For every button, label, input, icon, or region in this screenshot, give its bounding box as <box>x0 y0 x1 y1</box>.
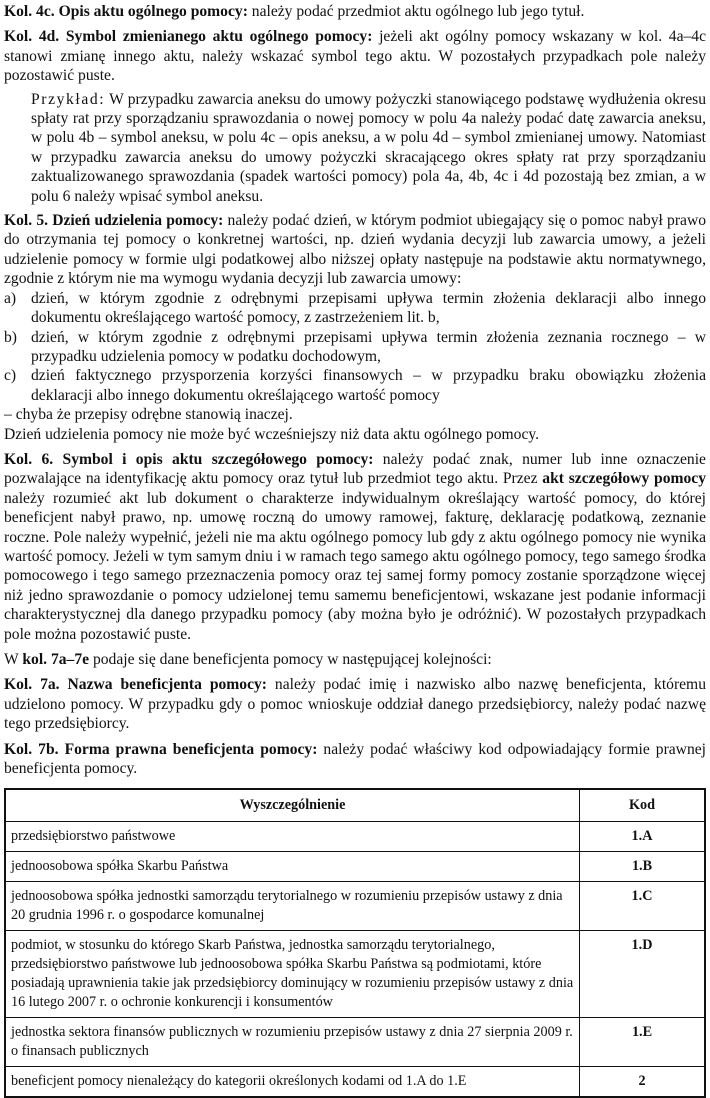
table-row <box>5 822 705 852</box>
section-text: jeżeli akt ogólny pomocy wskazany w kol. 4a–4c stanowi zmianę innego aktu, należy wskazać symbol tego aktu. W pozostałych przypadkach pole należy pozostawić puste. <box>4 28 707 85</box>
section-kol-7b <box>4 740 706 779</box>
row-code: 1.A <box>580 822 706 852</box>
example-label: Przykład: <box>31 90 106 108</box>
section-heading: Kol. 5. Dzień udzielenia pomocy: <box>4 212 224 230</box>
table-row <box>5 882 705 931</box>
bold-term: akt szczegółowy pomocy <box>542 470 706 488</box>
section-note: Dzień udzielenia pomocy nie może być wcześniejszy niż data aktu ogólnego pomocy. <box>4 425 540 443</box>
section-heading: Kol. 7a. Nazwa beneficjenta pomocy: <box>4 676 267 694</box>
section-kol-7-intro <box>4 650 706 669</box>
section-text: należy podać dzień, w którym podmiot ubiegający się o pomoc nabył prawo do otrzymania tej pomocy o konkretnej wartości, np. dzień wydania decyzji lub zawarcia umowy, a jeżeli udzielenie pomocy w formie ulgi podatkowej albo niższej opłaty następuje na podstawie aktu normatywnego, zgodnie z którym nie ma wymogu wydania decyzji lub zawarcia umowy: <box>4 212 706 288</box>
section-text: należy podać właściwy kod odpowiadający formie prawnej beneficjenta pomocy. <box>4 740 706 778</box>
section-kol-4d <box>4 27 706 85</box>
row-code: 1.E <box>580 1018 706 1067</box>
example-text: W przypadku zawarcia aneksu do umowy pożyczki stanowiącego podstawę wydłużenia okresu spłaty rat przy sporządzaniu sprawozdania o nowej pomocy w polu 4a należy podać datę zawarcia aneksu, w polu 4b – symbol aneksu, w polu 4c – opis aneksu, a w polu 4d – symbol zmienianej umowy. Natomiast w przypadku zawarcia aneksu do umowy pożyczki skracającego okres spłaty rat przy sporządzaniu zaktualizowanego sprawozdania (spadek wartości pomocy) pola 4a, 4b, 4c i 4d pozostają bez zmian, a w polu 6 należy wpisać symbol aneksu. <box>31 90 706 205</box>
row-code: 2 <box>580 1067 706 1098</box>
list-item-label: a) <box>4 289 17 307</box>
list-item-label: c) <box>4 367 17 385</box>
section-heading: Kol. 7b. Forma prawna beneficjenta pomocy: <box>4 740 318 758</box>
table-row <box>5 852 705 882</box>
section-text: należy podać znak, numer lub inne oznaczenie pozwalające na identyfikację aktu pomocy oraz tytuł lub przedmiot tego aktu. Przez <box>4 450 706 488</box>
section-heading: Kol. 4d. Symbol zmienianego aktu ogólnego pomocy: <box>4 28 373 46</box>
row-code: 1.D <box>580 931 706 1018</box>
row-description: jednoosobowa spółka jednostki samorządu terytorialnego w rozumieniu przepisów ustawy z dnia 20 grudnia 1996 r. o gospodarce komunalnej <box>5 882 580 931</box>
section-kol-5 <box>4 211 706 444</box>
row-description: podmiot, w stosunku do którego Skarb Państwa, jednostka samorządu terytorialnego, przedsiębiorstwo państwowe lub jednoosobowa spółka Skarbu Państwa są podmiotami, które posiadają uprawnienia takie jak przedsiębiorcy dominujący w rozumieniu przepisów ustawy z dnia 16 lutego 2007 r. o ochronie konkurencji i konsumentów <box>5 931 580 1018</box>
list-item <box>4 328 706 367</box>
condition-list <box>4 289 706 405</box>
list-item <box>4 289 706 328</box>
legal-form-code-table <box>4 788 706 1098</box>
column-header-description: Wyszczególnienie <box>5 789 580 822</box>
section-text: należy rozumieć akt lub dokument o charakterze indywidualnym określający wartość pomocy, do której beneficjent nabył prawo, np. umowę roczną do umowy ramowej, fakturę, deklarację podatkową, zeznanie roczne. Pole należy wypełnić, jeżeli nie ma aktu ogólnego pomocy lub gdy z aktu ogólnego pomocy nie wynika wartość pomocy. Jeżeli w tym samym dniu i w ramach tego samego aktu ogólnego pomocy, tego samego środka pomocowego i tego samego przeznaczenia pomocy oraz tej samej formy pomocy zostanie sporządzone więcej niż jedno sprawozdanie o pomocy udzielonej temu samemu beneficjentowi, wskazane jest podanie informacji charakterystycznej dla danego przypadku pomocy (aby można było je odróżnić). W pozostałych przypadkach pole można pozostawić puste. <box>4 489 706 643</box>
row-description: przedsiębiorstwo państwowe <box>5 822 580 852</box>
table-row <box>5 1018 705 1067</box>
list-tail: – chyba że przepisy odrębne stanowią inaczej. <box>4 406 293 424</box>
list-item-text: dzień, w którym zgodnie z odrębnymi przepisami upływa termin złożenia deklaracji albo innego dokumentu określającego wartość pomocy, z zastrzeżeniem lit. b, <box>31 289 706 327</box>
row-description: beneficjent pomocy nienależący do kategorii określonych kodami od 1.A do 1.E <box>5 1067 580 1098</box>
list-item-text: dzień faktycznego przysporzenia korzyści finansowych – w przypadku braku obowiązku złożenia deklaracji albo innego dokumentu określającego wartość pomocy <box>31 367 706 404</box>
bold-term: kol. 7a–7e <box>22 651 90 668</box>
row-description: jednoosobowa spółka Skarbu Państwa <box>5 852 580 882</box>
row-code: 1.B <box>580 852 706 882</box>
list-item <box>4 366 706 405</box>
example-block <box>31 90 706 206</box>
section-heading: Kol. 6. Symbol i opis aktu szczegółowego pomocy: <box>4 450 374 468</box>
table-row <box>5 931 705 1018</box>
section-text: podaje się dane beneficjenta pomocy w następującej kolejności: <box>89 651 492 668</box>
section-kol-7a <box>4 675 706 733</box>
list-item-label: b) <box>4 328 17 346</box>
table-row <box>5 1067 705 1098</box>
section-kol-6 <box>4 450 706 644</box>
intro-prefix: W <box>4 651 23 668</box>
column-header-code: Kod <box>580 789 706 822</box>
section-kol-4c <box>4 2 706 21</box>
section-heading: Kol. 4c. Opis aktu ogólnego pomocy: <box>4 3 248 20</box>
row-description: jednostka sektora finansów publicznych w rozumieniu przepisów ustawy z dnia 27 sierpnia 2009 r. o finansach publicznych <box>5 1018 580 1067</box>
table-header-row <box>5 789 705 822</box>
section-text: należy podać imię i nazwisko albo nazwę beneficjenta, któremu udzielono pomocy. W przypadku gdy o pomoc wnioskuje oddział danego przedsiębiorcy, należy podać nazwę tego przedsiębiorcy. <box>4 676 706 733</box>
row-code: 1.C <box>580 882 706 931</box>
section-text: należy podać przedmiot aktu ogólnego lub jego tytuł. <box>247 3 585 20</box>
list-item-text: dzień, w którym zgodnie z odrębnymi przepisami upływa termin złożenia zeznania rocznego – w przypadku udzielenia pomocy w podatku dochodowym, <box>31 328 706 365</box>
